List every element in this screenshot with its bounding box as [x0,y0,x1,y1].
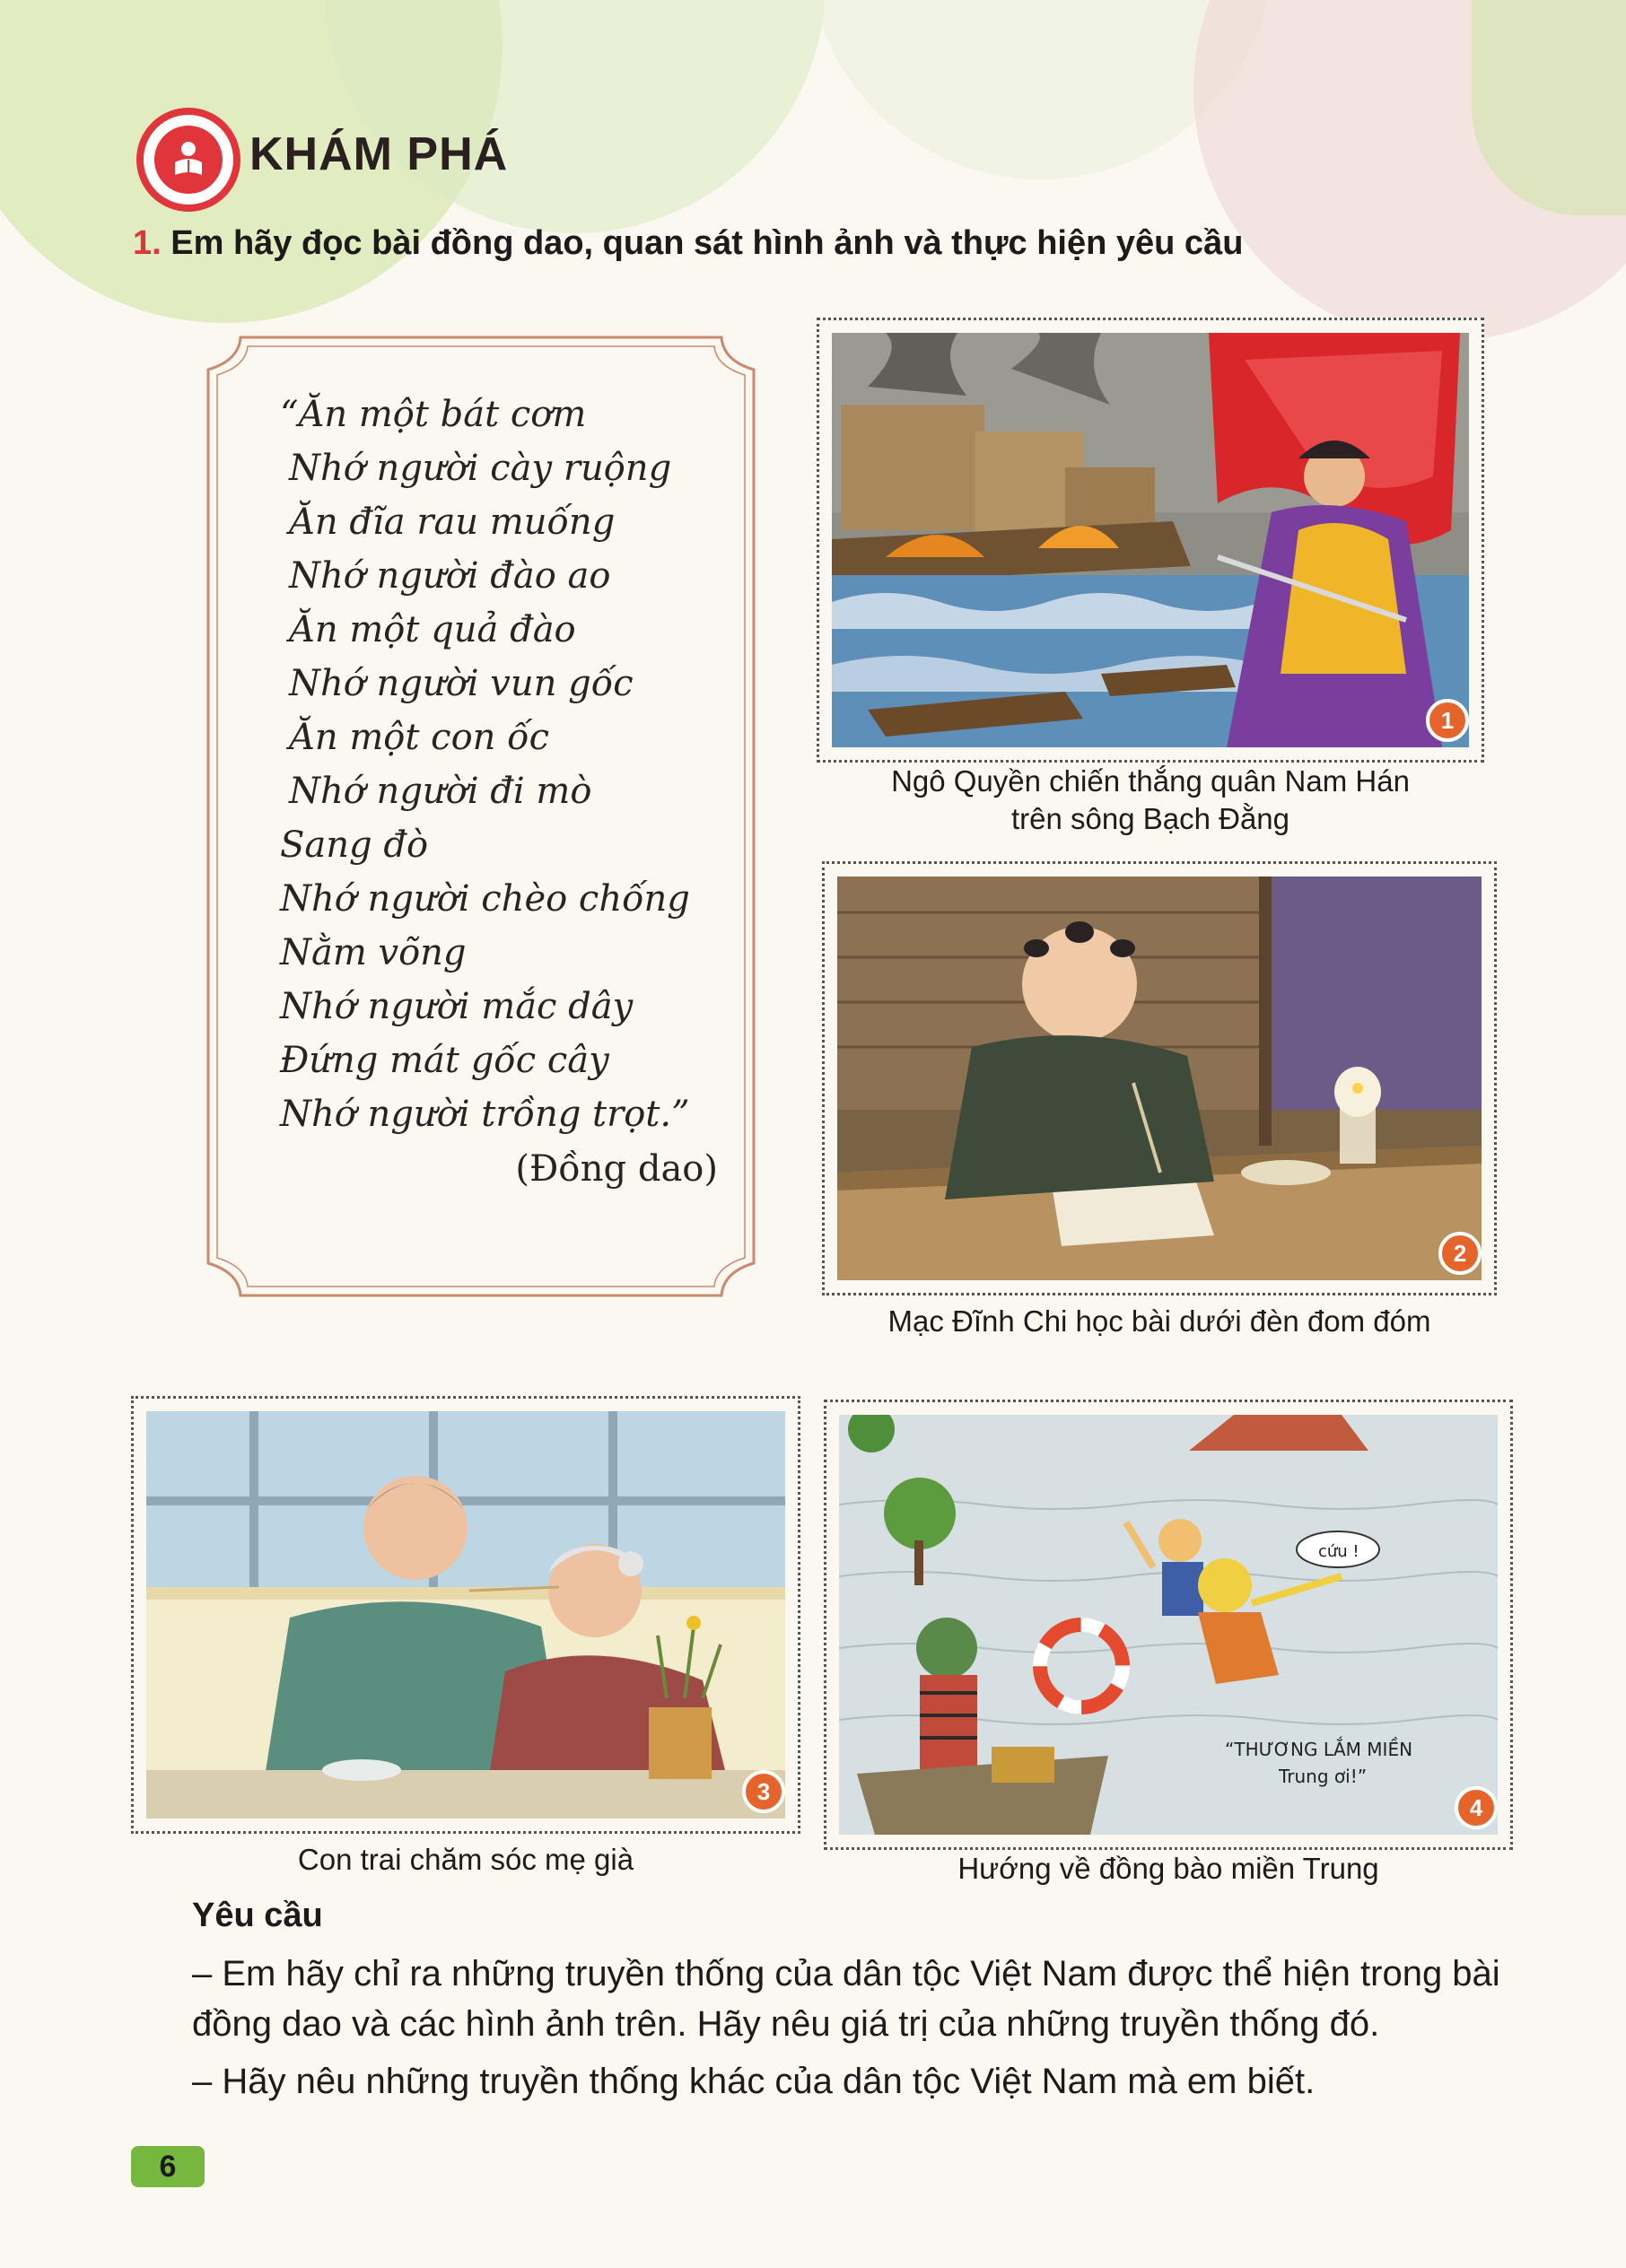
poem-source: (Đồng dao) [515,1148,718,1190]
poem-line: Nhớ người trồng trọt.” [280,1094,690,1135]
poem-line: Nhớ người vun gốc [289,663,634,704]
illustration-2-number: 2 [1438,1232,1482,1275]
poem-line: Nhớ người đi mò [289,771,592,812]
battle-illustration [832,333,1469,747]
drawing-slogan-line2: Trung ơi!” [1279,1766,1368,1787]
explore-badge [136,108,240,212]
studying-illustration [837,877,1482,1280]
illustration-4-caption [824,1850,1513,1888]
requirement-item: – Em hãy chỉ ra những truyền thống của dân tộc Việt Nam được thể hiện trong bài đồng dao và các hình ảnh trên. Hãy nêu giá trị của những truyền thống đó. [192,1954,1500,2044]
poem-line: Ăn một con ốc [289,717,549,758]
flood-drawing-illustration [839,1415,1498,1835]
caption-line: Hướng về đồng bào miền Trung [957,1852,1379,1885]
illustration-2-frame [822,861,1497,1295]
requirement-item: – Hãy nêu những truyền thống khác của dân tộc Việt Nam mà em biết. [192,2062,1316,2101]
question-heading [133,224,1243,263]
illustration-1-caption [817,763,1484,838]
poem-line: Nằm võng [280,932,467,973]
illustration-3-number: 3 [742,1770,785,1813]
illustration-4-frame [824,1400,1513,1850]
poem-line: Đứng mát gốc cây [280,1040,609,1081]
drawing-speech-text: cứu ! [1318,1542,1359,1561]
requirements-heading: Yêu cầu [192,1897,323,1934]
illustration-1-frame [817,318,1484,763]
poem-line: Sang đò [280,824,429,866]
caring-illustration [146,1411,785,1819]
page-number: 6 [131,2146,205,2187]
illustration-4-number: 4 [1455,1786,1498,1829]
poem-line: Nhớ người cày ruộng [289,448,672,489]
requirements-list [192,1949,1538,2114]
poem-line: Nhớ người chèo chống [280,878,690,920]
poem-line: “Ăn một bát cơm [280,394,587,435]
caption-line: Mạc Đĩnh Chi học bài dưới đèn đom đóm [887,1304,1431,1338]
caption-line: trên sông Bạch Đằng [1010,802,1290,835]
illustration-3-frame [131,1396,800,1834]
poem-line: Nhớ người đào ao [289,555,611,597]
caption-line: Ngô Quyền chiến thắng quân Nam Hán [891,764,1410,798]
question-text: Em hãy đọc bài đồng dao, quan sát hình ảnh và thực hiện yêu cầu [161,224,1244,262]
poem-line: Ăn đĩa rau muống [289,502,616,543]
drawing-slogan-line1: “THƯƠNG LẮM MIỀN [1225,1739,1413,1760]
question-number: 1. [133,224,162,262]
illustration-2-caption [822,1303,1497,1340]
section-title: KHÁM PHÁ [249,128,509,180]
illustration-3-caption [131,1841,800,1879]
poem-line: Nhớ người mắc dây [280,986,634,1027]
poem-text [280,388,721,1141]
illustration-1-number: 1 [1426,699,1469,742]
poem-box [205,334,757,1299]
reading-person-icon [164,135,213,184]
poem-line: Ăn một quả đào [289,609,576,650]
caption-line: Con trai chăm sóc mẹ già [297,1843,634,1876]
